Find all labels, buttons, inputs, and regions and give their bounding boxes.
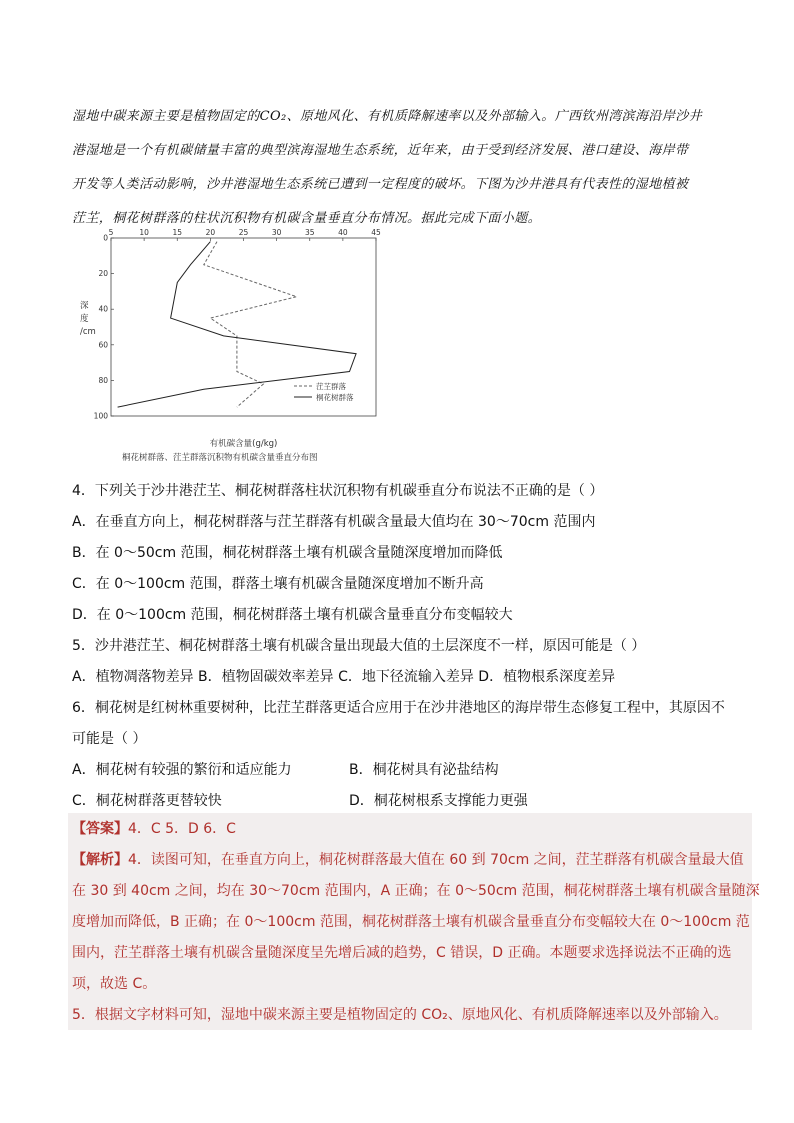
y-axis-label: 度	[80, 314, 89, 324]
question-4-option-a: A．在垂直方向上，桐花树群落与茳芏群落有机碳含量最大值均在 30～70cm 范围内	[72, 514, 596, 530]
analysis-line: 围内，茳芏群落土壤有机碳含量随深度呈先增后减的趋势，C 错误，D 正确。本题要求选择说法不正确的选	[72, 945, 732, 961]
legend-label: 茳芏群落	[316, 382, 346, 391]
y-tick-label: 60	[98, 340, 108, 350]
question-6-option-d: D．桐花树根系支撑能力更强	[349, 793, 528, 809]
question-4-option-c: C．在 0～100cm 范围，群落土壤有机碳含量随深度增加不断升高	[72, 576, 484, 592]
x-tick-label: 30	[271, 228, 282, 237]
question-5-options: A．植物凋落物差异 B．植物固碳效率差异 C．地下径流输入差异 D．植物根系深度差异	[72, 669, 616, 685]
x-tick-label: 20	[205, 228, 216, 237]
y-tick-label: 20	[98, 269, 108, 279]
intro-line: 茳芏，桐花树群落的柱状沉积物有机碳含量垂直分布情况。据此完成下面小题。	[72, 211, 542, 226]
x-tick-label: 15	[172, 228, 183, 237]
question-4: 4．下列关于沙井港茳芏、桐花树群落柱状沉积物有机碳垂直分布说法不正确的是（ ）	[72, 483, 604, 499]
question-6-option-c: C．桐花树群落更替较快	[72, 793, 222, 809]
x-tick-label: 35	[304, 228, 315, 237]
x-tick-label: 40	[338, 228, 348, 237]
analysis-tag: 【解析】	[72, 852, 128, 868]
analysis-text: 4．读图可知，在垂直方向上，桐花树群落最大值在 60 到 70cm 之间，茳芏群落有机碳含量最大值	[128, 852, 744, 868]
question-6-option-a: A．桐花树有较强的繁衍和适应能力	[72, 762, 292, 778]
x-tick-label: 5	[108, 228, 114, 237]
answer-section	[72, 814, 760, 1031]
question-5: 5．沙井港茳芏、桐花树群落土壤有机碳含量出现最大值的土层深度不一样，原因可能是（ ）	[72, 638, 646, 654]
analysis-line: 在 30 到 40cm 之间，均在 30～70cm 范围内，A 正确；在 0～50cm 范围，桐花树群落土壤有机碳含量随深	[72, 883, 760, 899]
questions	[72, 476, 732, 817]
intro-passage	[72, 100, 728, 236]
y-axis-label: /cm	[80, 327, 96, 337]
intro-line: 湿地中碳来源主要是植物固定的CO₂、原地风化、有机质降解速率以及外部输入。广西钦州湾滨海沿岸沙井	[72, 109, 703, 124]
question-6: 6．桐花树是红树林重要树种，比茳芏群落更适合应用于在沙井港地区的海岸带生态修复工程中，其原因不	[72, 700, 725, 716]
y-tick-label: 0	[103, 233, 108, 243]
question-4-option-d: D．在 0～100cm 范围，桐花树群落土壤有机碳含量垂直分布变幅较大	[72, 607, 513, 623]
question-6-options-row	[72, 755, 732, 786]
y-tick-label: 40	[98, 304, 108, 314]
x-tick-label: 10	[139, 228, 149, 237]
question-6-continued: 可能是（ ）	[72, 731, 147, 747]
intro-line: 港湿地是一个有机碳储量丰富的典型滨海湿地生态系统，近年来，由于受到经济发展、港口建设、海岸带	[72, 143, 689, 158]
legend-label: 桐花树群落	[316, 393, 354, 402]
y-axis-label: 深	[80, 301, 89, 311]
question-6-option-b: B．桐花树具有泌盐结构	[349, 762, 499, 778]
y-tick-label: 100	[93, 411, 108, 421]
organic-carbon-depth-chart	[80, 226, 386, 466]
analysis-line: 项，故选 C。	[72, 976, 157, 992]
x-tick-label: 25	[238, 228, 249, 237]
y-tick-label: 80	[98, 375, 108, 385]
answer-line	[72, 814, 752, 845]
chart-caption: 桐花树群落、茳芏群落沉积物有机碳含量垂直分布图	[122, 453, 318, 463]
x-tick-label: 45	[371, 228, 381, 237]
answer-tag: 【答案】	[72, 821, 128, 837]
series-line-0	[204, 242, 297, 408]
analysis-line: 5．根据文字材料可知，湿地中碳来源主要是植物固定的 CO₂、原地风化、有机质降解速率以及外部输入。	[72, 1007, 728, 1023]
analysis-line: 度增加而降低，B 正确；在 0～100cm 范围，桐花树群落土壤有机碳含量垂直分布变幅较大在 0～100cm 范	[72, 914, 750, 930]
x-axis-label: 有机碳含量(g/kg)	[209, 439, 278, 449]
answer-text: 4．C 5．D 6．C	[128, 821, 236, 837]
intro-line: 开发等人类活动影响，沙井港湿地生态系统已遭到一定程度的破坏。下图为沙井港具有代表性的湿地植被	[72, 177, 689, 192]
question-4-option-b: B．在 0～50cm 范围，桐花树群落土壤有机碳含量随深度增加而降低	[72, 545, 503, 561]
analysis-line	[72, 845, 752, 876]
